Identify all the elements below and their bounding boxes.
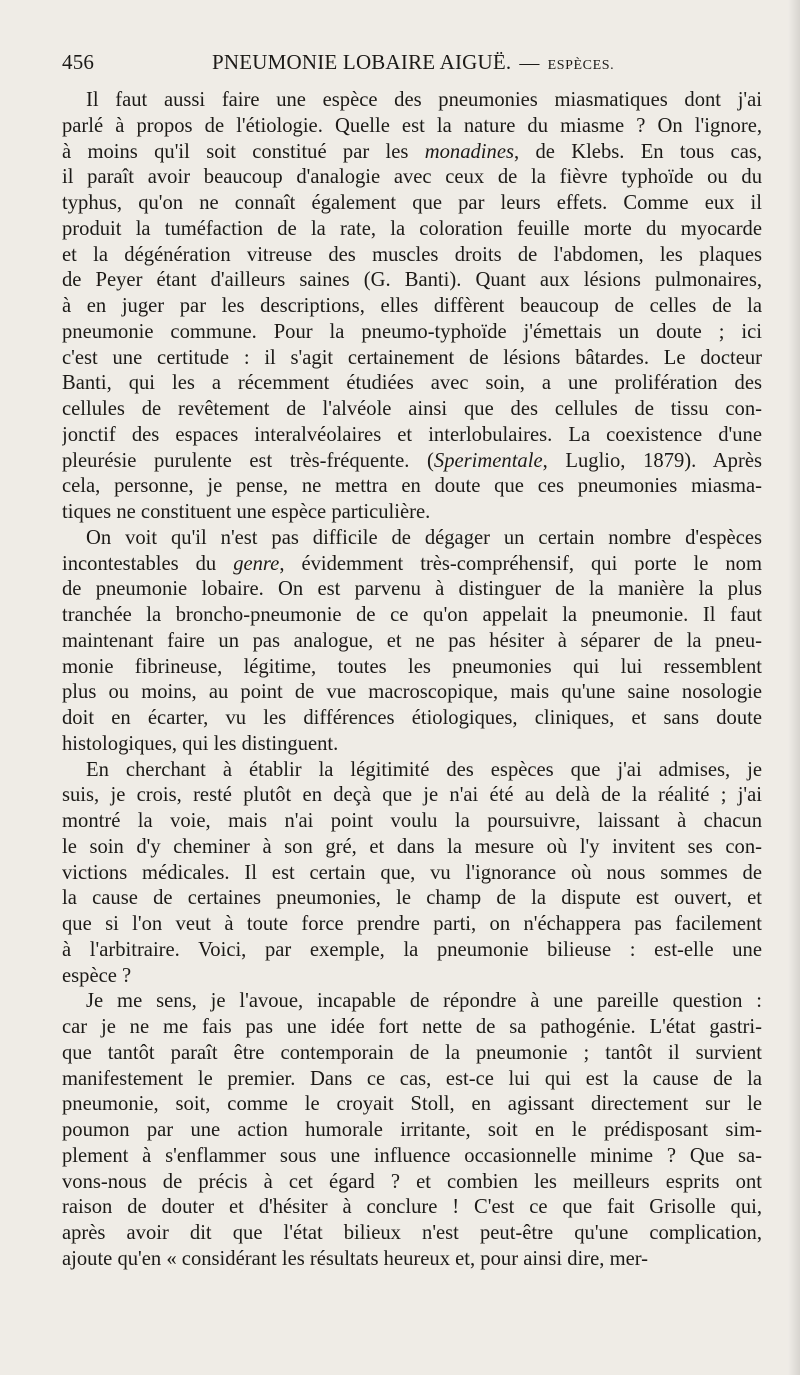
text-line: que tantôt paraît être contemporain de la pneumonie ; tantôt il survient [62, 1041, 762, 1064]
text-line: plus ou moins, au point de vue macroscopique, mais qu'une saine nosologie [62, 681, 762, 704]
text-line: après avoir dit que l'état bilieux n'est peut-être qu'une complication, [62, 1222, 762, 1244]
text-line: à l'arbitraire. Voici, par exemple, la pneumonie bilieuse : est-elle une [62, 938, 762, 961]
text-line: raison de douter et d'hésiter à conclure ! C'est ce que fait Grisolle qui, [62, 1196, 762, 1219]
text-line: montré la voie, mais n'ai point voulu la poursuivre, laissant à chacun [62, 810, 762, 832]
text-line: plement à s'enflammer sous une influence occasionnelle minime ? Que sa- [62, 1144, 762, 1167]
text-line: à en juger par les descriptions, elles diffèrent beaucoup de celles de la [62, 295, 762, 317]
text-line: Il faut aussi faire une espèce des pneumonies miasmatiques dont j'ai [86, 89, 762, 111]
running-separator: — [519, 52, 540, 74]
text-line: monie fibrineuse, légitime, toutes les pneumonies qui lui ressemblent [62, 655, 762, 678]
text-line: maintenant faire un pas analogue, et ne pas hésiter à séparer de la pneu- [62, 629, 762, 652]
paragraph [62, 758, 762, 990]
text-line: de pneumonie lobaire. On est parvenu à distinguer de la manière la plus [62, 578, 762, 601]
text-line: ajoute qu'en « considérant les résultats heureux et, pour ainsi dire, mer- [62, 1247, 649, 1270]
text-line: et la dégénération vitreuse des muscles droits de l'abdomen, les plaques [62, 243, 762, 266]
text-line: cela, personne, je pense, ne mettra en doute que ces pneumonies miasma- [62, 475, 762, 498]
text-line: à moins qu'il soit constitué par les monadines, de Klebs. En tous cas, [62, 140, 762, 163]
text-line: histologiques, qui les distinguent. [62, 732, 339, 755]
text-line: En cherchant à établir la légitimité des espèces que j'ai admises, je [86, 758, 762, 781]
running-header [62, 50, 762, 88]
text-line: On voit qu'il n'est pas difficile de dégager un certain nombre d'espèces [86, 526, 762, 549]
running-title: PNEUMONIE LOBAIRE AIGUË. [212, 50, 512, 74]
text-line: parlé à propos de l'étiologie. Quelle est la nature du miasme ? On l'ignore, [62, 114, 762, 137]
text-line: vons-nous de précis à cet égard ? et combien les meilleurs esprits ont [62, 1170, 762, 1193]
text-line: manifestement le premier. Dans ce cas, est-ce lui qui est la cause de la [62, 1067, 762, 1090]
paragraph [62, 526, 762, 758]
text-line: typhus, qu'on ne connaît également que par leurs effets. Comme eux il [62, 192, 762, 214]
text-line: pneumonie, soit, comme le croyait Stoll, en agissant directement sur le [62, 1093, 762, 1116]
text-line: de Peyer étant d'ailleurs saines (G. Banti). Quant aux lésions pulmonaires, [62, 269, 762, 292]
text-line: poumon par une action humorale irritante, soit en le prédisposant sim- [62, 1119, 762, 1141]
text-line: c'est une certitude : il s'agit certainement de lésions bâtardes. Le docteur [62, 346, 762, 369]
text-line: le soin d'y cheminer à son gré, et dans la mesure où l'y invitent ses con- [62, 835, 762, 858]
text-line: incontestables du genre, évidemment très-compréhensif, qui porte le nom [62, 552, 762, 575]
text-line: pleurésie purulente est très-fréquente. (Sperimentale, Luglio, 1879). Après [62, 449, 762, 472]
text-line: tranchée la broncho-pneumonie de ce qu'on appelait la pneumonie. Il faut [62, 604, 762, 626]
text-line: car je ne me fais pas une idée fort nette de sa pathogénie. L'état gastri- [62, 1016, 762, 1038]
text-line: Je me sens, je l'avoue, incapable de répondre à une pareille question : [86, 990, 762, 1013]
text-line: pneumonie commune. Pour la pneumo-typhoïde j'émettais un doute ; ici [62, 320, 762, 343]
text-line: jonctif des espaces interalvéolaires et interlobulaires. La coexistence d'une [62, 423, 762, 446]
text-line: tiques ne constituent une espèce particulière. [62, 501, 431, 523]
text-line: que si l'on veut à toute force prendre parti, on n'échappera pas facilement [62, 913, 762, 935]
text-line: Banti, qui les a récemment étudiées avec soin, a une prolifération des [62, 372, 762, 395]
page-edge-shadow [788, 0, 800, 1375]
text-line: il paraît avoir beaucoup d'analogie avec ceux de la fièvre typhoïde ou du [62, 166, 762, 189]
text-line: espèce ? [62, 964, 132, 987]
text-line: produit la tuméfaction de la rate, la coloration feuille morte du myocarde [62, 217, 762, 240]
paragraph [62, 88, 762, 526]
text-line: suis, je crois, resté plutôt en deçà que je n'ai été au delà de la réalité ; j'ai [62, 784, 762, 807]
text-line: la cause de certaines pneumonies, le champ de la dispute est ouvert, et [62, 887, 762, 910]
text-line: cellules de revêtement de l'alvéole ainsi que des cellules de tissu con- [62, 398, 762, 420]
text-line: doit en écarter, vu les différences étiologiques, cliniques, et sans doute [62, 707, 762, 729]
page-number: 456 [62, 50, 95, 74]
running-section: ESPÈCES. [547, 58, 615, 73]
paragraph [62, 989, 762, 1272]
body-text [62, 88, 762, 1273]
text-line: victions médicales. Il est certain que, vu l'ignorance où nous sommes de [62, 861, 762, 884]
